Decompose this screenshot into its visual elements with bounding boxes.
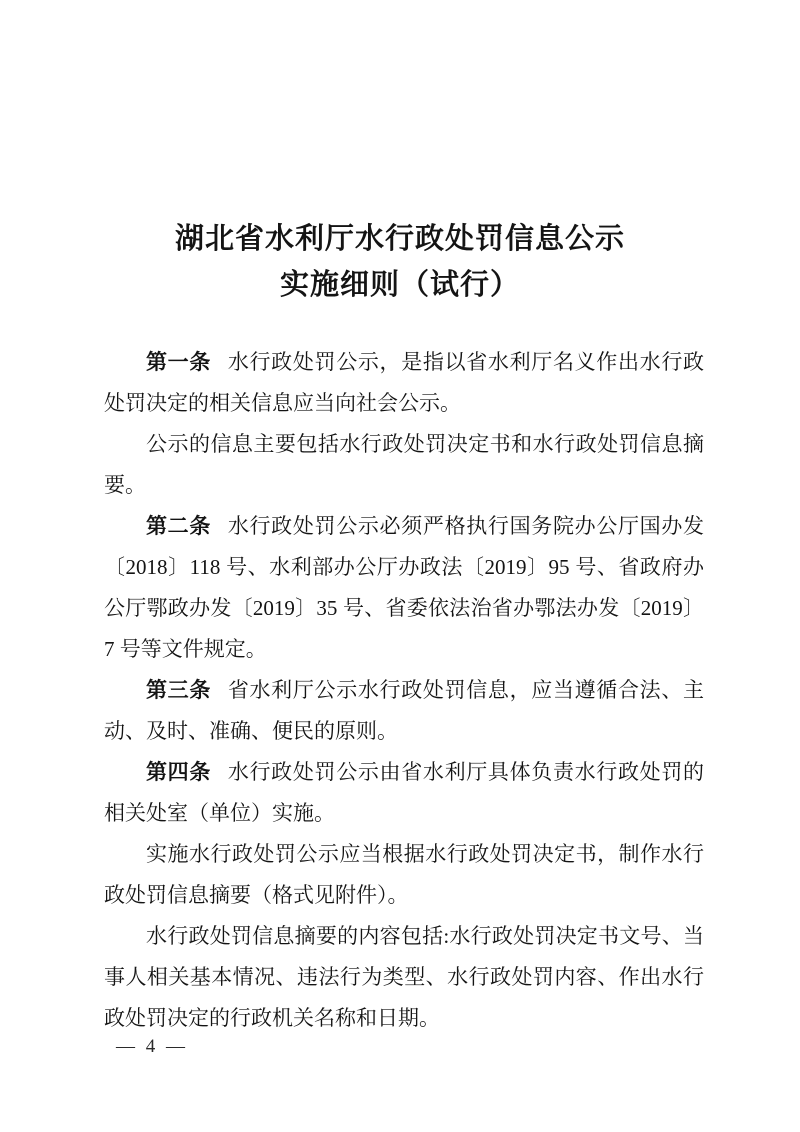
paragraph-article-3: [104, 670, 704, 752]
page-number-footer: — 4 —: [116, 1036, 188, 1057]
paragraph-text: 水行政处罚公示必须严格执行国务院办公厅国办发〔2018〕118 号、水利部办公厅办政法〔2019〕95 号、省政府办公厅鄂政办发〔2019〕35 号、省委依法治省办鄂法办发〔2019〕7 号等文件规定。: [104, 514, 705, 661]
paragraph-lead: 第一条: [146, 351, 212, 374]
document-body: [0, 342, 800, 1039]
paragraph-text: 省水利厅公示水行政处罚信息，应当遵循合法、主动、及时、准确、便民的原则。: [104, 678, 705, 743]
paragraph-lead: 第二条: [146, 515, 212, 538]
paragraph-article-1: [104, 342, 704, 424]
paragraph-text: 水行政处罚公示由省水利厅具体负责水行政处罚的相关处室（单位）实施。: [104, 760, 705, 825]
paragraph-article-4-cont-1: [104, 834, 704, 916]
paragraph-text: 水行政处罚信息摘要的内容包括:水行政处罚决定书文号、当事人相关基本情况、违法行为类型、水行政处罚内容、作出水行政处罚决定的行政机关名称和日期。: [104, 924, 704, 1030]
document-title: [0, 0, 800, 308]
paragraph-article-4: [104, 752, 704, 834]
paragraph-article-1-cont: [104, 424, 704, 506]
title-line-1: 湖北省水利厅水行政处罚信息公示: [174, 223, 625, 255]
paragraph-lead: 第四条: [146, 761, 212, 784]
paragraph-text: 实施水行政处罚公示应当根据水行政处罚决定书，制作水行政处罚信息摘要（格式见附件）。: [104, 842, 704, 907]
paragraph-lead: 第三条: [146, 679, 212, 702]
paragraph-text: 水行政处罚公示，是指以省水利厅名义作出水行政处罚决定的相关信息应当向社会公示。: [104, 350, 705, 415]
title-line-2: 实施细则（试行）: [279, 269, 520, 301]
paragraph-text: 公示的信息主要包括水行政处罚决定书和水行政处罚信息摘要。: [104, 432, 704, 497]
paragraph-article-2: [104, 506, 704, 670]
paragraph-article-4-cont-2: [104, 916, 704, 1039]
